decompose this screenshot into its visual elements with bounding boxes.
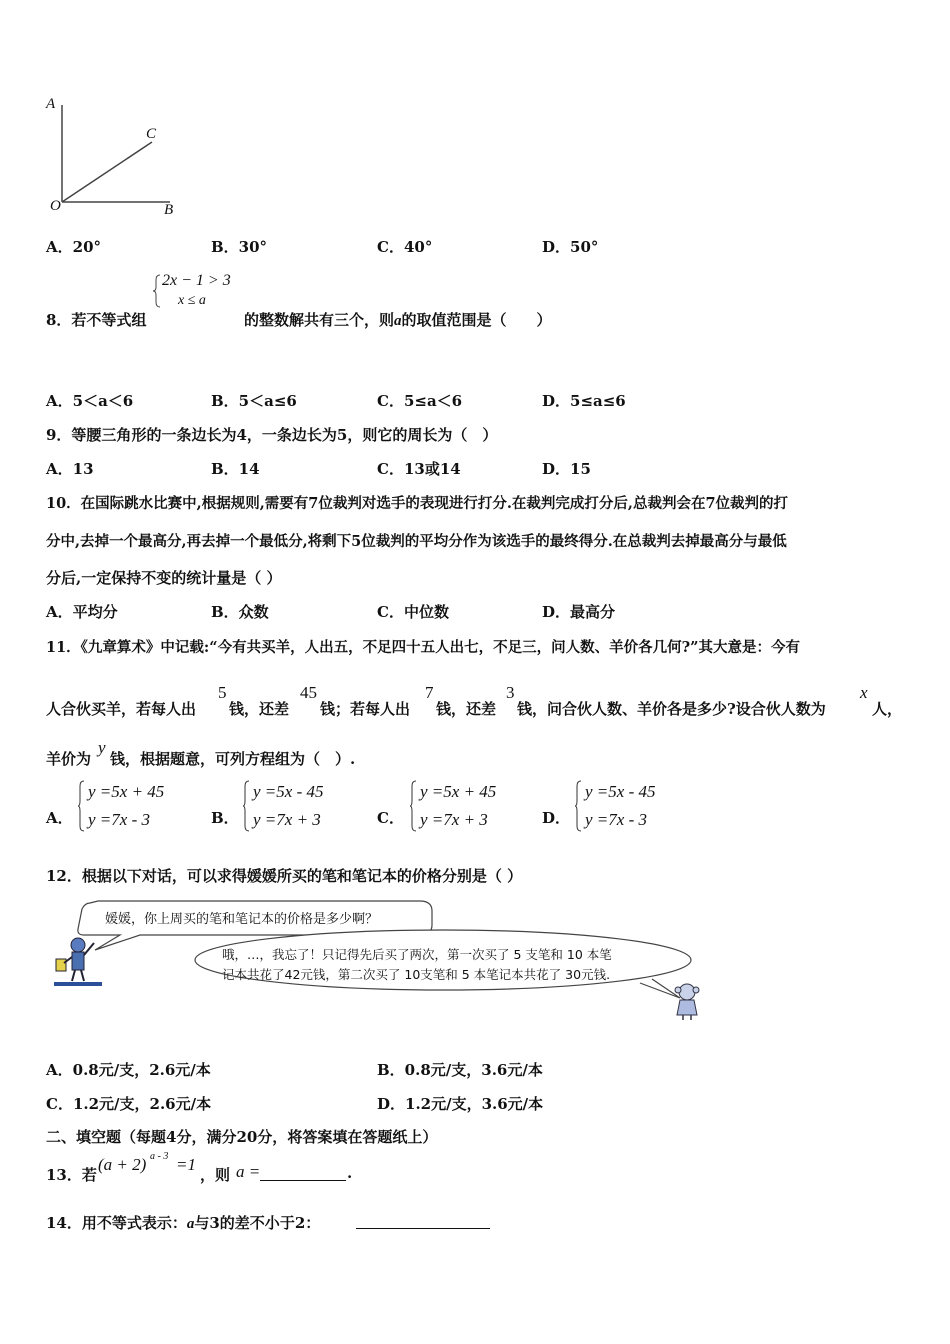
q8-inequality-1: 2x − 1 > 3 xyxy=(162,272,231,289)
q9-option-b: B．14 xyxy=(211,460,260,478)
q13-equals: =1 xyxy=(176,1155,196,1174)
q14-answer-blank[interactable] xyxy=(356,1214,490,1233)
q13-base: (a + 2) xyxy=(98,1155,147,1174)
q8-stem-suffix xyxy=(244,309,552,330)
q7-option-c: C．40° xyxy=(377,238,433,256)
q11-b-eq1: y =5x - 45 xyxy=(253,782,324,801)
q11-line-1: 11．《九章算术》中记载:“今有共买羊，人出五，不足四十五人出七，不足三，问人数、羊价各几何?”其大意是：今有 xyxy=(46,639,800,656)
q10-option-d: D．最高分 xyxy=(542,603,616,621)
q11-num-7: 7 xyxy=(425,683,434,702)
q13-mid: ，则 xyxy=(200,1166,231,1184)
section-2-title: 二、填空题（每题4分，满分20分，将答案填在答题纸上） xyxy=(46,1128,438,1146)
q11-c-eq1: y =5x + 45 xyxy=(420,782,497,801)
label-c: C xyxy=(146,126,157,142)
q8-option-b: B．5＜a≤6 xyxy=(211,392,297,410)
q8-brace xyxy=(153,274,161,308)
q11-a-eq1: y =5x + 45 xyxy=(88,782,165,801)
q8-stem-suffix-b: 的取值范围是（ ） xyxy=(401,311,552,329)
q13-exponent: a - 3 xyxy=(150,1151,169,1162)
q12-option-b: B．0.8元/支，3.6元/本 xyxy=(377,1061,543,1079)
q11-line-2c: 钱；若每人出 xyxy=(320,700,411,718)
q13-end: . xyxy=(347,1164,353,1182)
q7-option-a: A．20° xyxy=(46,238,102,256)
q9-option-c: C．13或14 xyxy=(377,460,461,478)
q14-stem-b: 与3的差不小于2： xyxy=(194,1214,321,1232)
q11-option-c-letter: C． xyxy=(377,809,404,827)
q11-option-d-letter: D． xyxy=(542,809,571,827)
q11-var-x: x xyxy=(860,683,868,702)
bubble-2-line-2: 记本共花了42元钱，第二次买了 10支笔和 5 本笔记本共花了 30元钱. xyxy=(222,967,611,982)
label-o: O xyxy=(50,198,61,214)
q11-num-45: 45 xyxy=(300,683,317,702)
q11-a-eq2: y =7x - 3 xyxy=(88,810,150,829)
q11-option-a-system xyxy=(78,778,198,838)
q10-line-2: 分中,去掉一个最高分,再去掉一个最低分,将剩下5位裁判的平均分作为该选手的最终得分.在总裁判去掉最高分与最低 xyxy=(46,533,787,550)
q10-line-1: 10．在国际跳水比赛中,根据规则,需要有7位裁判对选手的表现进行打分.在裁判完成打分后,总裁判会在7位裁判的打 xyxy=(46,495,789,512)
q13-prefix: 13．若 xyxy=(46,1166,97,1184)
q9-option-d: D．15 xyxy=(542,460,591,478)
q14-stem xyxy=(46,1212,320,1233)
q9-stem: 9．等腰三角形的一条边长为4，一条边长为5，则它的周长为（ ） xyxy=(46,426,498,444)
q8-var: a xyxy=(394,313,402,329)
q12-option-c: C．1.2元/支，2.6元/本 xyxy=(46,1095,212,1113)
q11-option-c-system xyxy=(410,778,530,838)
q11-num-5: 5 xyxy=(218,683,227,702)
q11-b-eq2: y =7x + 3 xyxy=(253,810,321,829)
q9-option-a: A．13 xyxy=(46,460,94,478)
q8-option-a: A．5＜a＜6 xyxy=(46,392,134,410)
q11-line-2e: 钱，问合伙人数、羊价各是多少?设合伙人数为 xyxy=(517,700,826,718)
q11-line-2b: 钱，还差 xyxy=(229,700,290,718)
q8-stem-prefix: 8．若不等式组 xyxy=(46,311,147,329)
q8-inequality-2: x ≤ a xyxy=(178,293,206,308)
q10-line-3: 分后,一定保持不变的统计量是（ ） xyxy=(46,569,282,587)
q11-line-3b: 钱，根据题意，可列方程组为（ ）. xyxy=(110,750,356,768)
girl-figure xyxy=(670,982,704,1022)
q11-option-b-system xyxy=(243,778,363,838)
q11-line-2d: 钱，还差 xyxy=(436,700,497,718)
q11-num-3: 3 xyxy=(506,683,515,702)
q8-option-c: C．5≤a＜6 xyxy=(377,392,463,410)
q11-option-a-letter: A． xyxy=(46,809,73,827)
q8-option-d: D．5≤a≤6 xyxy=(542,392,626,410)
q7-option-d: D．50° xyxy=(542,238,599,256)
q11-line-2a: 人合伙买羊，若每人出 xyxy=(46,700,197,718)
boy-figure xyxy=(50,935,106,990)
q11-var-y: y xyxy=(98,738,106,757)
q11-line-2f: 人， xyxy=(872,700,903,718)
label-a: A xyxy=(46,96,56,112)
q8-stem-suffix-a: 的整数解共有三个，则 xyxy=(244,311,395,329)
bubble-2-line-1: 哦，…，我忘了！只记得先后买了两次，第一次买了 5 支笔和 10 本笔 xyxy=(222,947,612,962)
q14-stem-a: 14．用不等式表示： xyxy=(46,1214,187,1232)
q13-answer-blank[interactable] xyxy=(260,1166,346,1185)
q11-d-eq1: y =5x - 45 xyxy=(585,782,656,801)
q10-option-c: C．中位数 xyxy=(377,603,449,621)
q12-option-d: D．1.2元/支，3.6元/本 xyxy=(377,1095,544,1113)
label-b: B xyxy=(164,202,174,218)
q10-option-a: A．平均分 xyxy=(46,603,118,621)
q11-c-eq2: y =7x + 3 xyxy=(420,810,488,829)
q7-option-b: B．30° xyxy=(211,238,268,256)
q11-option-d-system xyxy=(575,778,695,838)
q12-option-a: A．0.8元/支，2.6元/本 xyxy=(46,1061,211,1079)
q11-option-b-letter: B． xyxy=(211,809,239,827)
q11-line-3a: 羊价为 xyxy=(46,750,92,768)
q12-stem: 12．根据以下对话，可以求得媛媛所买的笔和笔记本的价格分别是（ ） xyxy=(46,867,523,885)
bubble-1-text: 媛媛，你上周买的笔和笔记本的价格是多少啊？ xyxy=(105,912,379,927)
q10-option-b: B．众数 xyxy=(211,603,269,621)
q13-var: a = xyxy=(236,1162,261,1181)
q11-d-eq2: y =7x - 3 xyxy=(585,810,647,829)
q14-var: a xyxy=(186,1216,195,1232)
